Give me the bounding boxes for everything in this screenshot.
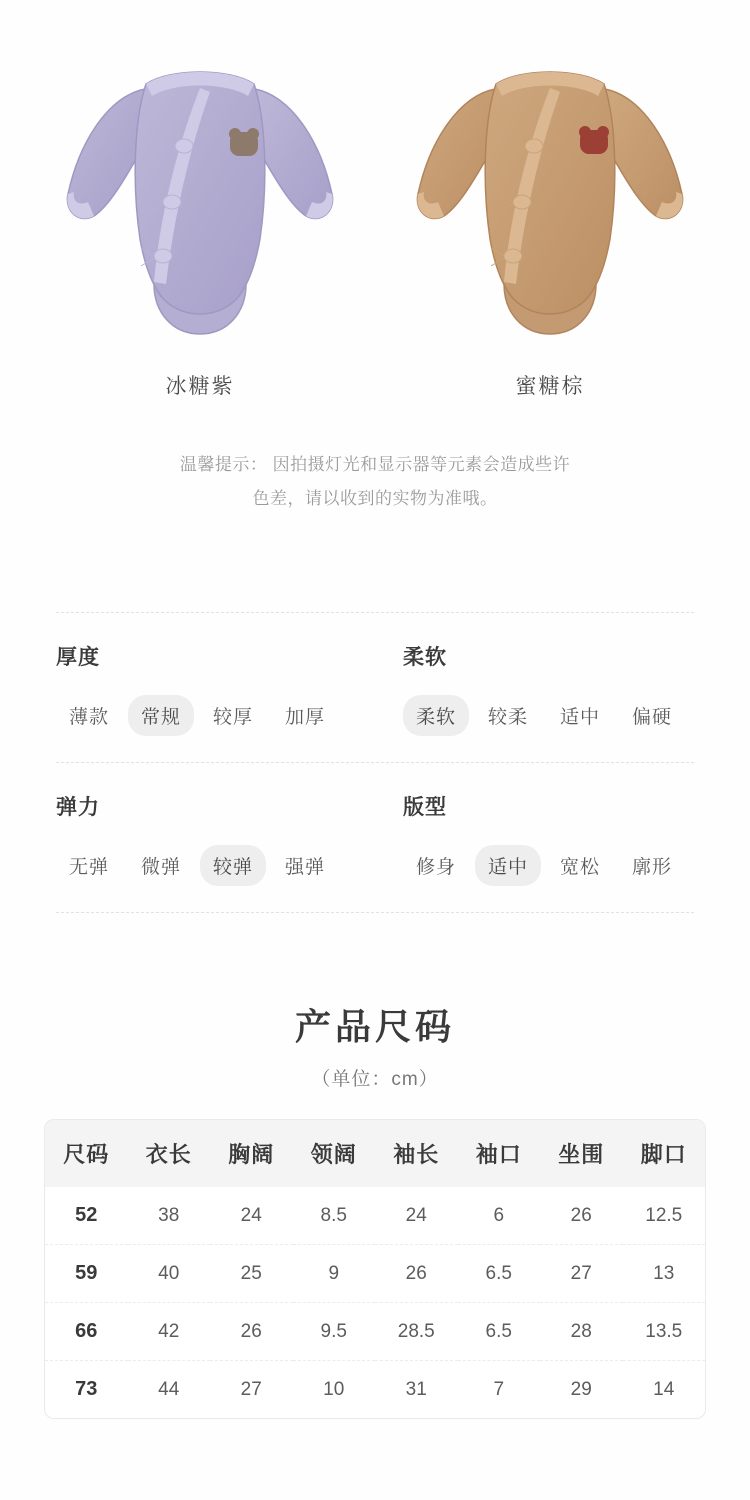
table-cell: 27: [240, 1378, 262, 1400]
table-cell: 13.5: [623, 1303, 706, 1361]
tip-line-1: 温馨提示： 因拍摄灯光和显示器等元素会造成些许: [179, 455, 571, 474]
table-cell: 31: [405, 1378, 427, 1400]
column-header: 胸阔: [210, 1120, 293, 1187]
size-table-wrapper: [44, 1119, 706, 1419]
attribute-title: 弹力: [56, 796, 100, 819]
garment-image-purple: [50, 34, 350, 344]
product-color-option[interactable]: [390, 34, 710, 400]
baby-romper-illustration: [50, 34, 350, 344]
attribute-row: [56, 613, 694, 763]
attribute-group-softness: [375, 641, 694, 736]
table-cell: 6.5: [458, 1245, 541, 1303]
column-header: 脚口: [623, 1120, 706, 1187]
attribute-option[interactable]: 较柔: [488, 707, 529, 728]
attribute-option-selected[interactable]: 柔软: [403, 695, 469, 736]
table-cell: 6.5: [458, 1303, 541, 1361]
attribute-options: [403, 845, 694, 886]
page-title: 产品尺码: [294, 1006, 455, 1047]
cell-size: 66: [45, 1303, 128, 1361]
table-cell: 14: [653, 1378, 675, 1400]
tip-line-2: 色差，请以收到的实物为准哦。: [252, 489, 498, 508]
attribute-group-thickness: [56, 641, 375, 736]
table-cell: 10: [323, 1378, 345, 1400]
attribute-option[interactable]: 微弹: [141, 857, 182, 878]
attribute-option[interactable]: 加厚: [285, 707, 326, 728]
attribute-option[interactable]: 宽松: [560, 857, 601, 878]
color-difference-tip: [115, 448, 635, 516]
column-header: 坐围: [540, 1120, 623, 1187]
table-cell: 26: [375, 1245, 458, 1303]
table-header-row: [45, 1120, 705, 1187]
column-header: 袖口: [458, 1120, 541, 1187]
table-cell: 27: [540, 1245, 623, 1303]
attribute-option[interactable]: 较厚: [213, 707, 254, 728]
cell-size: 52: [45, 1187, 128, 1245]
size-table-body: [45, 1187, 705, 1418]
table-row: [45, 1245, 705, 1303]
table-cell: 8.5: [293, 1187, 376, 1245]
column-header: 衣长: [128, 1120, 211, 1187]
size-section-header: [0, 999, 750, 1091]
table-cell: 42: [128, 1303, 211, 1361]
table-row: [45, 1187, 705, 1245]
cell-size: 59: [45, 1245, 128, 1303]
attribute-option[interactable]: 无弹: [69, 857, 110, 878]
size-table-head: [45, 1120, 705, 1187]
attribute-title: 柔软: [403, 646, 447, 669]
table-cell: 9.5: [293, 1303, 376, 1361]
color-name-label: 蜜糖棕: [515, 375, 585, 398]
table-cell: 26: [210, 1303, 293, 1361]
table-row: [45, 1361, 705, 1419]
size-unit-label: （单位：cm）: [311, 1069, 439, 1090]
attribute-options: [56, 695, 375, 736]
table-cell: 24: [210, 1187, 293, 1245]
product-color-gallery: [0, 0, 750, 400]
cell-size: 73: [75, 1378, 98, 1400]
attribute-options: [56, 845, 375, 886]
table-cell: 9: [293, 1245, 376, 1303]
table-cell: 24: [375, 1187, 458, 1245]
product-color-option[interactable]: [40, 34, 360, 400]
attribute-option[interactable]: 适中: [560, 707, 601, 728]
attribute-section: [56, 612, 694, 913]
attribute-option[interactable]: 修身: [416, 857, 457, 878]
attribute-option[interactable]: 强弹: [285, 857, 326, 878]
attribute-row: [56, 763, 694, 913]
attribute-option-selected[interactable]: 常规: [128, 695, 194, 736]
table-cell: 13: [623, 1245, 706, 1303]
table-cell: 6: [458, 1187, 541, 1245]
color-name-label: 冰糖紫: [165, 375, 235, 398]
table-cell: 28.5: [375, 1303, 458, 1361]
table-cell: 12.5: [623, 1187, 706, 1245]
table-cell: 40: [128, 1245, 211, 1303]
column-header: 袖长: [375, 1120, 458, 1187]
table-cell: 25: [210, 1245, 293, 1303]
garment-image-brown: [400, 34, 700, 344]
bear-face-icon: [229, 128, 259, 156]
column-header: 领阔: [293, 1120, 376, 1187]
attribute-option-selected[interactable]: 适中: [475, 845, 541, 886]
attribute-option[interactable]: 薄款: [69, 707, 110, 728]
column-header: 尺码: [45, 1120, 128, 1187]
attribute-option[interactable]: 廓形: [632, 857, 673, 878]
table-row: [45, 1303, 705, 1361]
attribute-option[interactable]: 偏硬: [632, 707, 673, 728]
table-cell: 26: [540, 1187, 623, 1245]
table-cell: 44: [158, 1378, 180, 1400]
table-cell: 29: [570, 1378, 592, 1400]
attribute-options: [403, 695, 694, 736]
table-cell: 7: [493, 1378, 505, 1400]
size-table: [45, 1120, 705, 1418]
attribute-group-fit: [375, 791, 694, 886]
attribute-title: 版型: [403, 796, 447, 819]
table-cell: 28: [540, 1303, 623, 1361]
table-cell: 38: [128, 1187, 211, 1245]
attribute-option-selected[interactable]: 较弹: [200, 845, 266, 886]
bear-face-icon: [579, 126, 609, 154]
attribute-title: 厚度: [56, 646, 100, 669]
baby-romper-illustration: [400, 34, 700, 344]
attribute-group-elasticity: [56, 791, 375, 886]
